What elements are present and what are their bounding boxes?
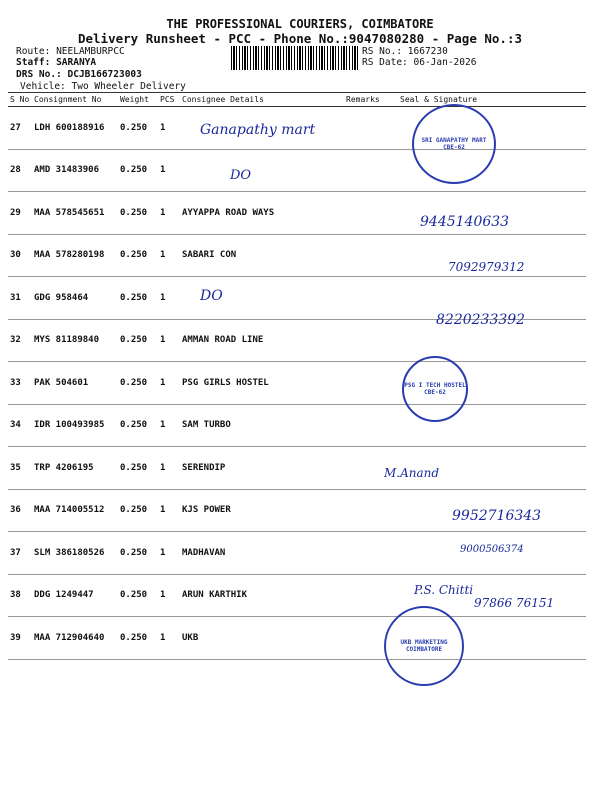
row-pcs: 1 bbox=[158, 362, 180, 405]
row-remarks bbox=[344, 362, 398, 405]
row-remarks bbox=[344, 489, 398, 532]
row-remarks bbox=[344, 404, 398, 447]
table-row bbox=[8, 447, 586, 490]
row-weight: 0.250 bbox=[118, 234, 158, 277]
row-pcs: 1 bbox=[158, 277, 180, 320]
row-remarks bbox=[344, 149, 398, 192]
staff-value: SARANYA bbox=[56, 57, 97, 68]
runsheet-subtitle: Delivery Runsheet - PCC - Phone No.:9047080280 - Page No.:3 bbox=[77, 31, 522, 46]
handwriting-name-35: M.Anand bbox=[384, 466, 440, 480]
row-sno: 30 bbox=[8, 234, 32, 277]
rs-date-value: 06-Jan-2026 bbox=[413, 57, 477, 68]
row-pcs: 1 bbox=[158, 319, 180, 362]
row-sno: 34 bbox=[8, 404, 32, 447]
row-weight: 0.250 bbox=[118, 489, 158, 532]
row-pcs: 1 bbox=[158, 574, 180, 617]
row-weight: 0.250 bbox=[118, 447, 158, 490]
row-sno: 27 bbox=[8, 107, 32, 150]
company-title: THE PROFESSIONAL COURIERS, COIMBATORE bbox=[166, 17, 434, 31]
table-row bbox=[8, 404, 586, 447]
col-sno: S No bbox=[8, 93, 32, 107]
table-header-row bbox=[8, 93, 586, 107]
rs-date-line: RS Date: 06-Jan-2026 bbox=[362, 57, 477, 68]
row-remarks bbox=[344, 319, 398, 362]
drs-line: DRS No.: DCJB166723003 bbox=[16, 69, 142, 80]
route-line: Route: NEELAMBURPCC bbox=[16, 46, 125, 57]
route-value: NEELAMBURPCC bbox=[56, 46, 125, 57]
row-sno: 31 bbox=[8, 277, 32, 320]
row-weight: 0.250 bbox=[118, 617, 158, 660]
vehicle-line: Vehicle: Two Wheeler Delivery bbox=[20, 81, 186, 92]
rs-no-line: RS No.: 1667230 bbox=[362, 46, 448, 57]
row-sno: 39 bbox=[8, 617, 32, 660]
drs-value: DCJB166723003 bbox=[67, 69, 142, 80]
row-consignment: AMD 31483906 bbox=[32, 149, 118, 192]
row-consignment: MAA 712904640 bbox=[32, 617, 118, 660]
row-sno: 36 bbox=[8, 489, 32, 532]
row-pcs: 1 bbox=[158, 532, 180, 575]
row-consignment: DDG 1249447 bbox=[32, 574, 118, 617]
row-weight: 0.250 bbox=[118, 319, 158, 362]
row-consignment: GDG 958464 bbox=[32, 277, 118, 320]
row-consignment: TRP 4206195 bbox=[32, 447, 118, 490]
col-consignment: Consignment No bbox=[32, 93, 118, 107]
handwriting-phone-30: 7092979312 bbox=[448, 260, 525, 274]
stamp-psg-itech-hostel: PSG I TECH HOSTEL CBE-62 bbox=[402, 356, 468, 422]
row-remarks bbox=[344, 574, 398, 617]
row-consignee: SABARI CON bbox=[180, 234, 344, 277]
row-weight: 0.250 bbox=[118, 574, 158, 617]
handwriting-phone-38: 97866 76151 bbox=[474, 596, 555, 610]
row-remarks bbox=[344, 532, 398, 575]
row-sno: 37 bbox=[8, 532, 32, 575]
row-consignment: LDH 600188916 bbox=[32, 107, 118, 150]
row-pcs: 1 bbox=[158, 447, 180, 490]
row-sno: 38 bbox=[8, 574, 32, 617]
row-pcs: 1 bbox=[158, 404, 180, 447]
table-row bbox=[8, 617, 586, 660]
handwriting-phone-36: 9952716343 bbox=[452, 508, 542, 524]
row-sno: 32 bbox=[8, 319, 32, 362]
table-row bbox=[8, 362, 586, 405]
row-weight: 0.250 bbox=[118, 404, 158, 447]
row-consignee: KJS POWER bbox=[180, 489, 344, 532]
row-weight: 0.250 bbox=[118, 149, 158, 192]
row-pcs: 1 bbox=[158, 192, 180, 235]
row-pcs: 1 bbox=[158, 617, 180, 660]
handwriting-phone-32: 8220233392 bbox=[436, 312, 526, 328]
handwriting-ditto-28: DO bbox=[230, 168, 252, 183]
row-sno: 33 bbox=[8, 362, 32, 405]
row-pcs: 1 bbox=[158, 149, 180, 192]
row-remarks bbox=[344, 277, 398, 320]
col-seal: Seal & Signature bbox=[398, 93, 586, 107]
col-remarks: Remarks bbox=[344, 93, 398, 107]
row-consignee: ARUN KARTHIK bbox=[180, 574, 344, 617]
handwriting-name-38: P.S. Chitti bbox=[414, 583, 474, 597]
handwriting-phone-29: 9445140633 bbox=[420, 214, 510, 230]
row-consignment: MAA 714005512 bbox=[32, 489, 118, 532]
col-weight: Weight bbox=[118, 93, 158, 107]
row-consignment: IDR 100493985 bbox=[32, 404, 118, 447]
barcode bbox=[231, 46, 359, 70]
runsheet-table bbox=[8, 92, 586, 660]
row-consignee: AYYAPPA ROAD WAYS bbox=[180, 192, 344, 235]
row-pcs: 1 bbox=[158, 234, 180, 277]
row-consignee: PSG GIRLS HOSTEL bbox=[180, 362, 344, 405]
row-consignee: SAM TURBO bbox=[180, 404, 344, 447]
row-pcs: 1 bbox=[158, 489, 180, 532]
handwriting-phone-37: 9000506374 bbox=[460, 544, 524, 555]
row-consignment: PAK 504601 bbox=[32, 362, 118, 405]
row-consignee: AMMAN ROAD LINE bbox=[180, 319, 344, 362]
row-sno: 35 bbox=[8, 447, 32, 490]
col-pcs: PCS bbox=[158, 93, 180, 107]
row-remarks bbox=[344, 234, 398, 277]
vehicle-value: Two Wheeler Delivery bbox=[71, 81, 186, 92]
row-consignment: MAA 578280198 bbox=[32, 234, 118, 277]
handwriting-ditto-31: DO bbox=[200, 288, 223, 304]
row-consignee: SERENDIP bbox=[180, 447, 344, 490]
row-consignee: UKB bbox=[180, 617, 344, 660]
row-weight: 0.250 bbox=[118, 362, 158, 405]
row-remarks bbox=[344, 107, 398, 150]
stamp-ganapathy-mart: SRI GANAPATHY MART CBE-62 bbox=[412, 104, 496, 184]
row-consignee: MADHAVAN bbox=[180, 532, 344, 575]
row-sno: 28 bbox=[8, 149, 32, 192]
row-consignment: MAA 578545651 bbox=[32, 192, 118, 235]
staff-line: Staff: SARANYA bbox=[16, 57, 97, 68]
row-sno: 29 bbox=[8, 192, 32, 235]
row-weight: 0.250 bbox=[118, 532, 158, 575]
row-consignment: SLM 386180526 bbox=[32, 532, 118, 575]
col-consignee: Consignee Details bbox=[180, 93, 344, 107]
row-weight: 0.250 bbox=[118, 277, 158, 320]
stamp-ukb-marketing: UKB MARKETING COIMBATORE bbox=[384, 606, 464, 686]
row-consignee bbox=[180, 149, 344, 192]
row-pcs: 1 bbox=[158, 107, 180, 150]
row-remarks bbox=[344, 192, 398, 235]
table-row bbox=[8, 149, 586, 192]
row-weight: 0.250 bbox=[118, 107, 158, 150]
row-weight: 0.250 bbox=[118, 192, 158, 235]
rs-no-value: 1667230 bbox=[407, 46, 448, 57]
handwriting-consignee-27: Ganapathy mart bbox=[200, 122, 316, 138]
row-consignment: MYS 81189840 bbox=[32, 319, 118, 362]
